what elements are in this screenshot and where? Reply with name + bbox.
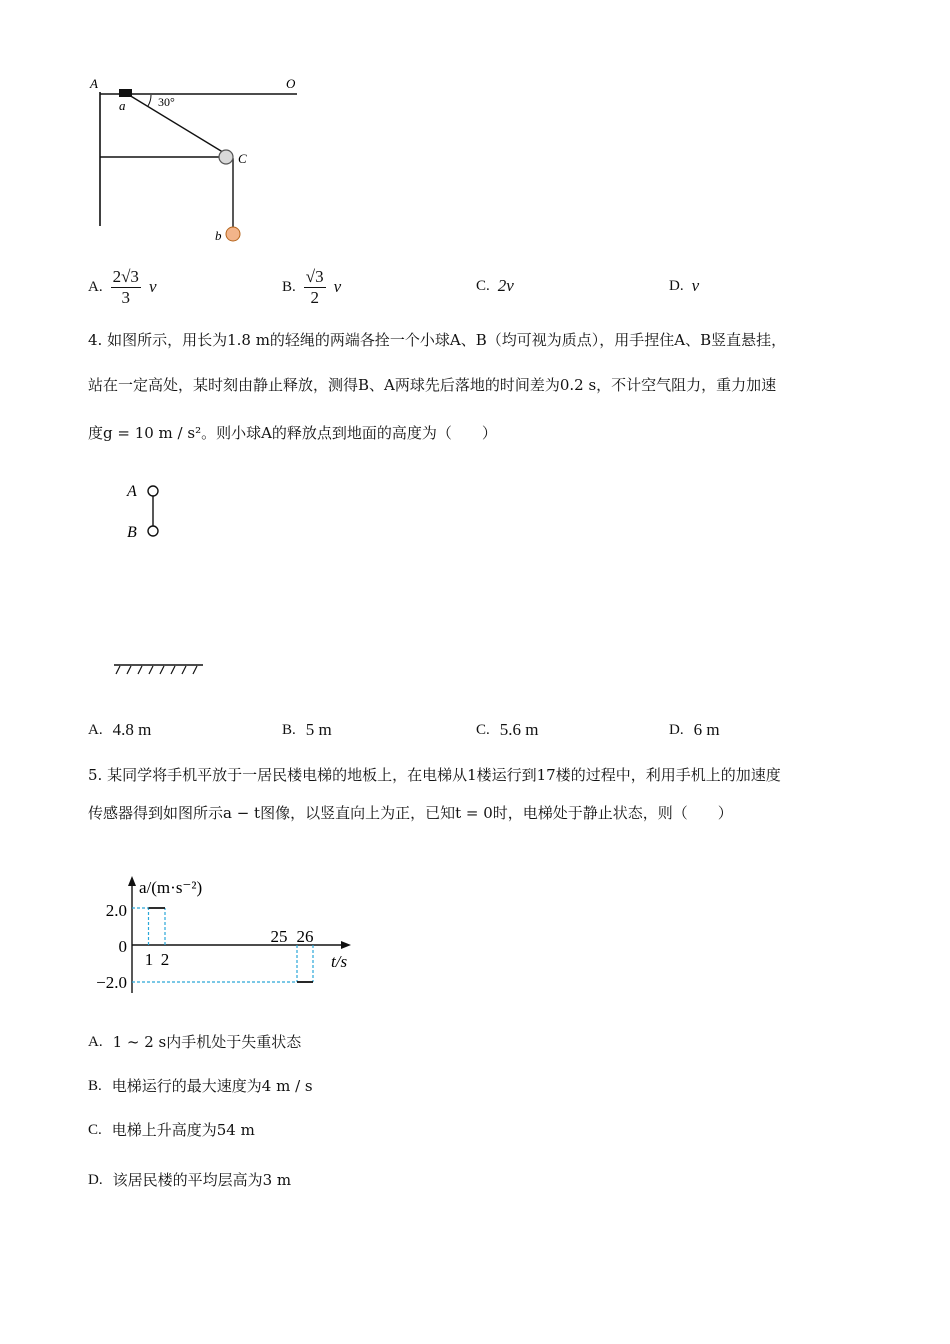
q4-option-a-value: 4.8 m <box>112 720 152 739</box>
q3-option-a-fraction <box>111 267 141 308</box>
q3-label-O: O <box>286 76 296 91</box>
q4-option-b-value: 5 m <box>305 720 332 739</box>
chart-x-tick-26: 26 <box>296 927 314 946</box>
q5-option-c-letter: C. <box>88 1121 102 1138</box>
q3-option-b-denominator: 2 <box>310 287 319 307</box>
q3-pulley-C <box>219 150 233 164</box>
q3-option-d[interactable] <box>669 276 699 296</box>
q3-ball-b <box>226 227 240 241</box>
q3-label-angle: 30° <box>158 95 175 109</box>
q4-option-d-value: 6 m <box>693 720 720 739</box>
q3-option-a-numerator: 2√3 <box>112 266 139 286</box>
q5-option-a-letter: A. <box>88 1033 103 1050</box>
chart-x-axis-arrow <box>341 941 351 949</box>
q4-option-d[interactable] <box>669 720 720 740</box>
q5-option-d[interactable] <box>88 1170 291 1190</box>
chart-y-tick-neg2: −2.0 <box>96 973 127 992</box>
q3-option-d-value: v <box>691 276 700 295</box>
q5-option-b[interactable] <box>88 1076 313 1096</box>
q3-slider-a <box>119 89 132 97</box>
q5-stem-line-2: 传感器得到如图所示a − t图像，以竖直向上为正，已知t = 0时，电梯处于静止状态，则（ ） <box>88 804 733 822</box>
q3-rope-aC <box>129 95 226 154</box>
q3-option-c-value: 2v <box>497 276 514 295</box>
q5-option-c-text: 电梯上升高度为54 m <box>111 1121 255 1139</box>
q3-option-a-suffix: v <box>148 277 157 296</box>
chart-x-tick-2: 2 <box>160 950 170 969</box>
q4-figure <box>110 478 220 678</box>
q4-option-b-letter: B. <box>282 721 296 738</box>
q4-ball-A <box>148 486 158 496</box>
chart-y-label: a/(m·s⁻²) <box>139 878 203 897</box>
q3-label-b: b <box>215 228 222 243</box>
chart-x-tick-25: 25 <box>270 927 288 946</box>
q4-option-c[interactable] <box>476 720 539 740</box>
q5-option-d-letter: D. <box>88 1171 103 1188</box>
q4-option-b[interactable] <box>282 720 332 740</box>
q3-label-C: C <box>238 151 247 166</box>
q4-ground <box>114 665 203 674</box>
q5-option-b-text: 电梯运行的最大速度为4 m / s <box>111 1077 313 1095</box>
q3-option-b[interactable] <box>282 262 341 312</box>
q5-at-chart <box>85 872 365 1002</box>
chart-y-tick-2: 2.0 <box>105 901 127 920</box>
q5-option-b-letter: B. <box>88 1077 102 1094</box>
q3-label-A: A <box>90 76 98 91</box>
q3-option-c[interactable] <box>476 276 514 296</box>
q3-option-b-suffix: v <box>333 277 342 296</box>
q5-option-a[interactable] <box>88 1032 301 1052</box>
q3-option-a-letter: A. <box>88 278 103 295</box>
q3-option-c-letter: C. <box>476 277 490 294</box>
q3-option-b-fraction <box>304 267 326 308</box>
q4-stem-line-2: 站在一定高处，某时刻由静止释放，测得B、A两球先后落地的时间差为0.2 s，不计空气阻力，重力加速 <box>88 376 777 394</box>
q4-label-B: B <box>127 524 137 541</box>
chart-x-label: t/s <box>331 952 348 971</box>
q4-stem-line-1: 4. 如图所示，用长为1.8 m的轻绳的两端各拴一个小球A、B（均可视为质点），用手捏住A、B竖直悬挂， <box>88 331 787 349</box>
q4-stem-line-3: 度g = 10 m / s²。则小球A的释放点到地面的高度为（ ） <box>88 424 497 442</box>
q4-option-a[interactable] <box>88 720 151 740</box>
q5-option-d-text: 该居民楼的平均层高为3 m <box>112 1171 292 1189</box>
q3-option-d-letter: D. <box>669 277 684 294</box>
q3-option-b-numerator: √3 <box>305 266 324 286</box>
q5-option-c[interactable] <box>88 1120 255 1140</box>
q5-option-a-text: 1 ~ 2 s内手机处于失重状态 <box>112 1033 302 1051</box>
q3-option-b-letter: B. <box>282 278 296 295</box>
q4-option-c-value: 5.6 m <box>499 720 539 739</box>
chart-x-tick-1: 1 <box>144 950 154 969</box>
q3-label-a: a <box>119 98 126 113</box>
q4-label-A: A <box>127 483 137 500</box>
q4-ball-B <box>148 526 158 536</box>
q3-angle-arc <box>148 95 151 106</box>
q3-option-a[interactable] <box>88 262 156 312</box>
chart-y-tick-0: 0 <box>118 937 127 956</box>
q3-figure <box>85 72 315 247</box>
chart-y-axis-arrow <box>128 876 136 886</box>
q4-option-d-letter: D. <box>669 721 684 738</box>
q5-stem-line-1: 5. 某同学将手机平放于一居民楼电梯的地板上，在电梯从1楼运行到17楼的过程中，利用手机上的加速度 <box>88 766 781 784</box>
q4-option-c-letter: C. <box>476 721 490 738</box>
q4-option-a-letter: A. <box>88 721 103 738</box>
q3-option-a-denominator: 3 <box>121 287 131 307</box>
